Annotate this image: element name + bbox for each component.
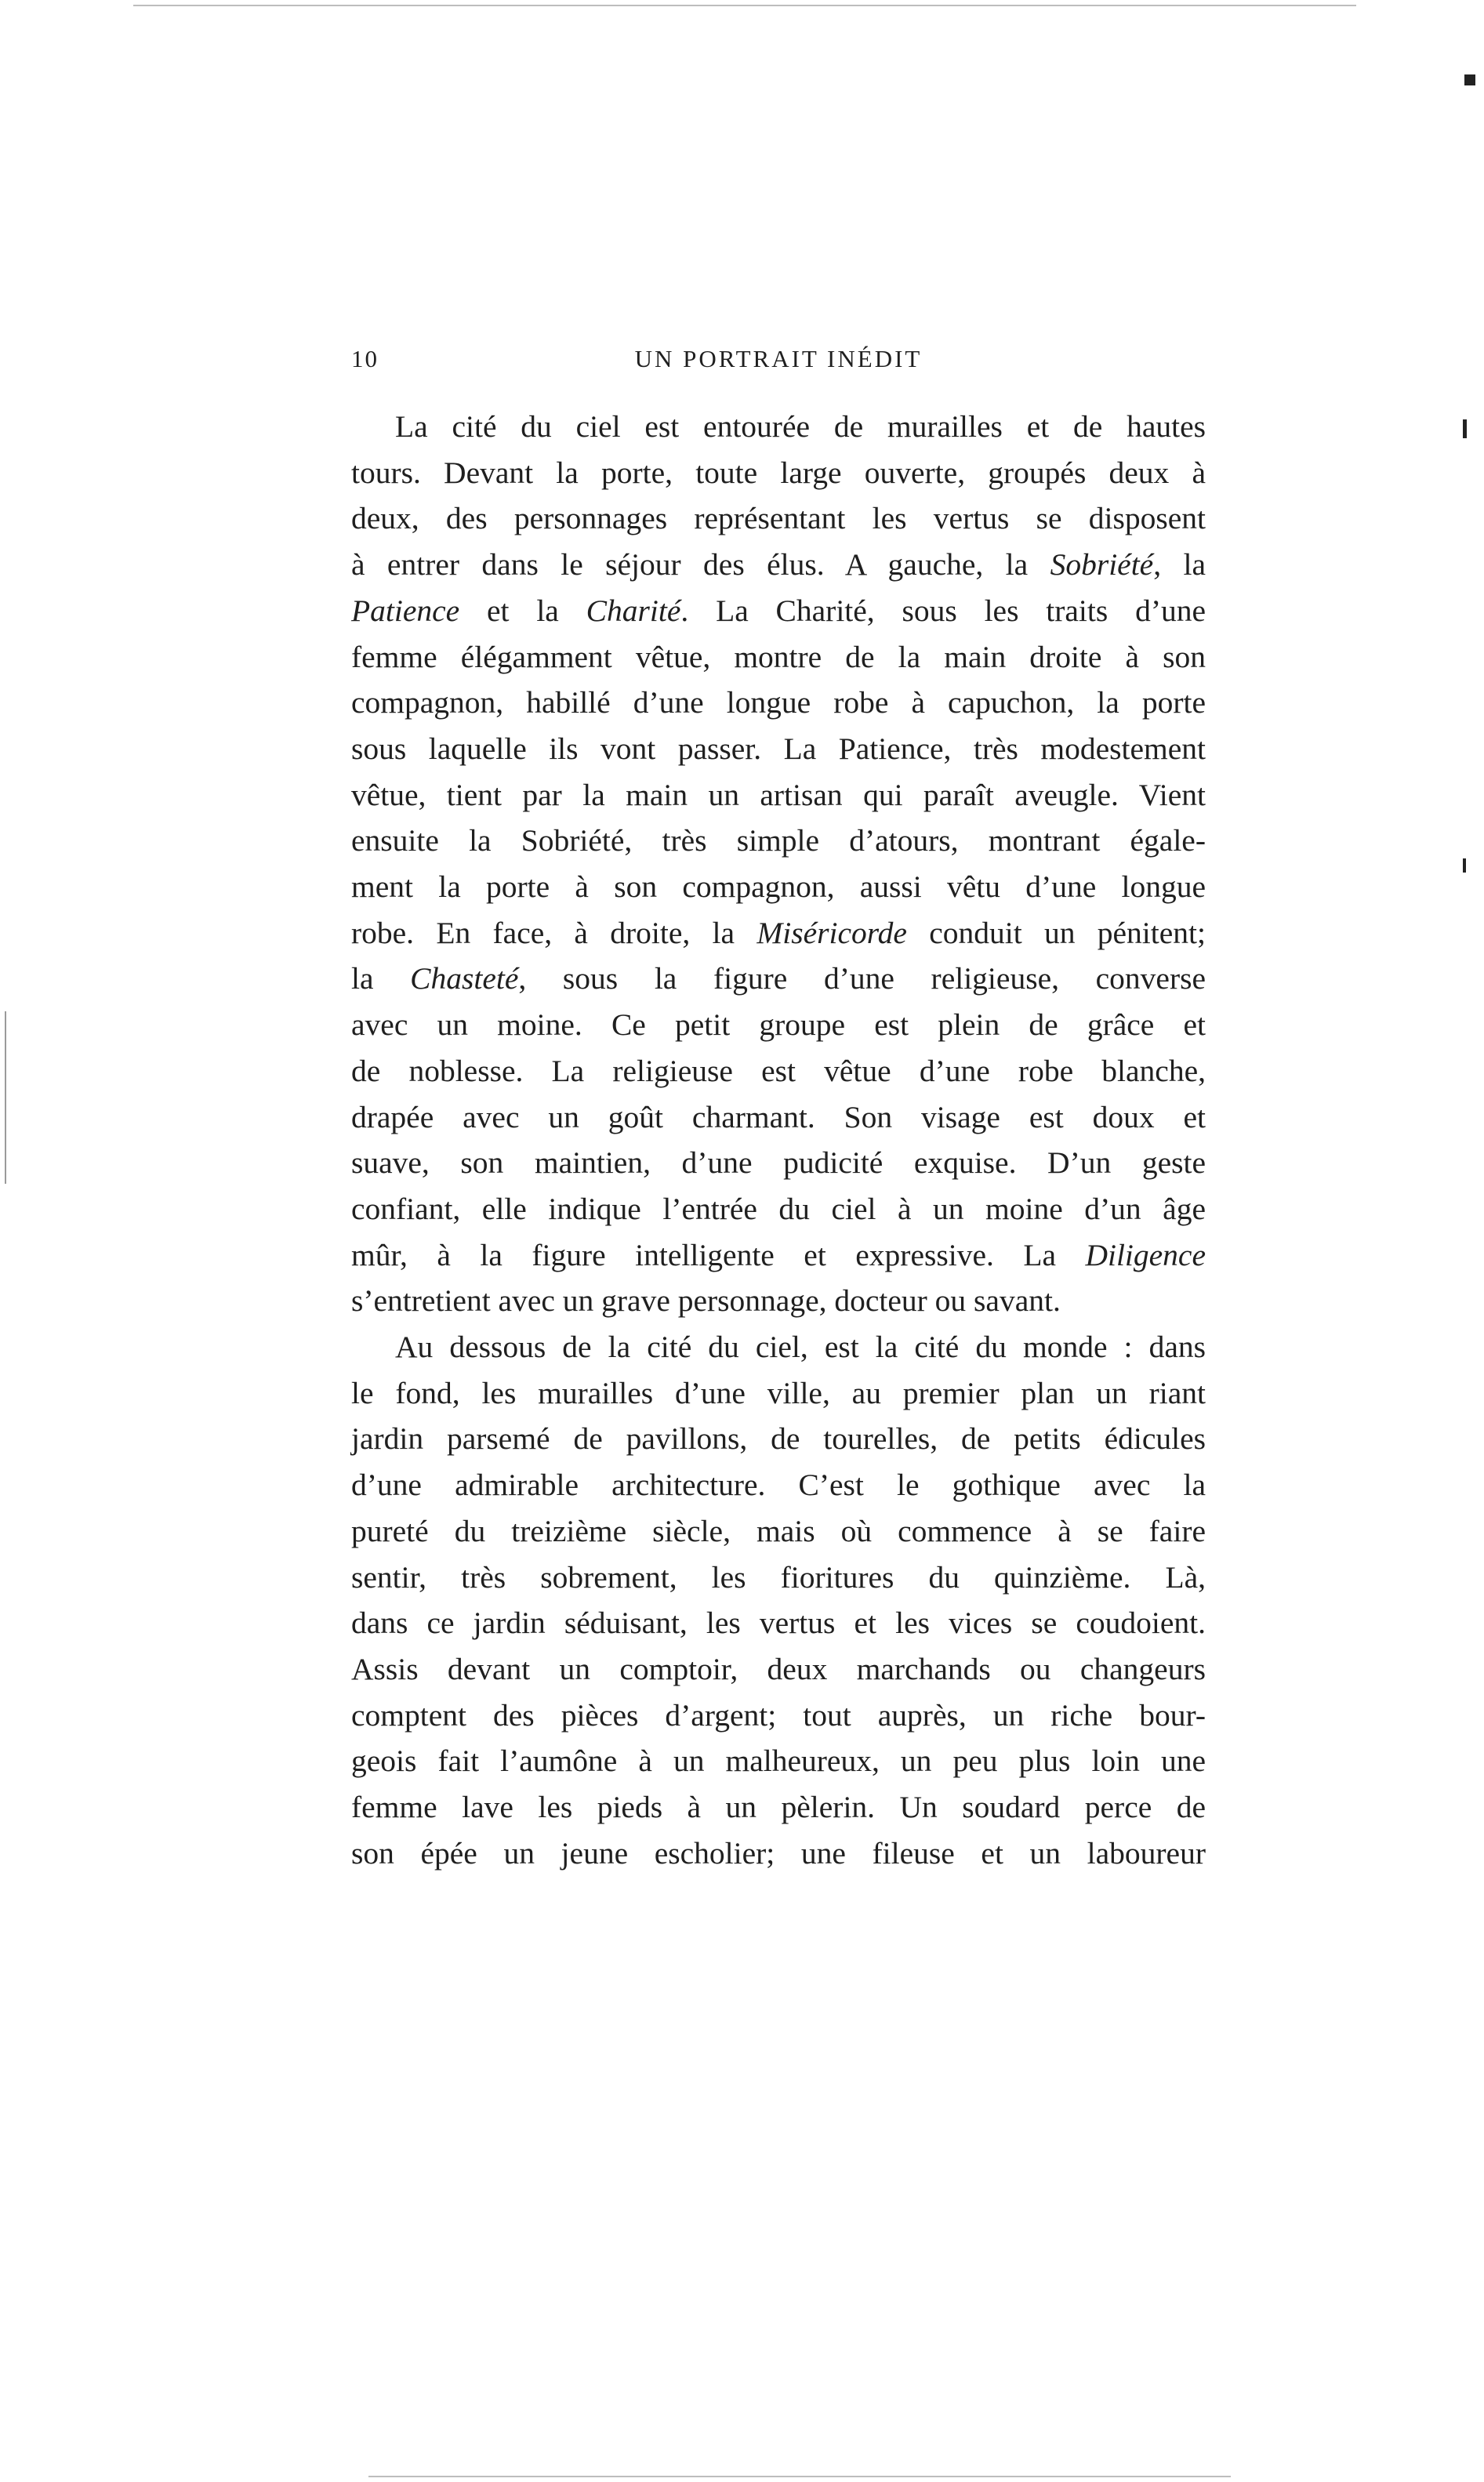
scan-edge-bottom — [368, 2476, 1231, 2477]
text-line — [351, 542, 1206, 588]
text-line — [351, 1186, 1206, 1232]
scan-mark-left — [5, 1011, 6, 1184]
text-run: sous laquelle ils vont passer. La Patience, très modestement — [351, 731, 1206, 766]
text-run: d’une admirable architecture. C’est le gothique avec la — [351, 1468, 1206, 1503]
text-run: pureté du treizième siècle, mais où commence à se faire — [351, 1513, 1206, 1548]
text-line — [351, 1048, 1206, 1094]
text-line — [351, 818, 1206, 864]
text-run: sentir, très sobrement, les fioritures du quinzième. Là, — [351, 1559, 1206, 1595]
italic-term: Charité — [586, 593, 681, 628]
text-run: , la — [1153, 547, 1206, 582]
text-run: le fond, les murailles d’une ville, au premier plan un riant — [351, 1375, 1206, 1410]
text-run: geois fait l’aumône à un malheureux, un peu plus loin une — [351, 1744, 1206, 1779]
italic-term: Patience — [351, 593, 460, 628]
text-line — [351, 1738, 1206, 1784]
italic-term: Chasteté — [410, 961, 519, 996]
text-run: dans ce jardin séduisant, les vertus et les vices se coudoient. — [351, 1606, 1206, 1641]
scan-mark-right-low — [1463, 858, 1466, 873]
text-run: son épée un jeune escholier; une fileuse et un laboureur — [351, 1835, 1206, 1871]
text-run: de noblesse. La religieuse est vêtue d’une robe blanche, — [351, 1053, 1206, 1088]
text-line — [351, 1140, 1206, 1186]
text-run: . La Charité, sous les traits d’une — [680, 593, 1206, 628]
text-run: à entrer dans le séjour des élus. A gauche, la — [351, 547, 1050, 582]
text-line — [351, 588, 1206, 634]
text-line — [351, 1002, 1206, 1048]
text-line — [351, 726, 1206, 772]
text-line — [351, 772, 1206, 818]
text-run: confiant, elle indique l’entrée du ciel à un moine d’un âge — [351, 1191, 1206, 1226]
running-head — [351, 345, 1206, 384]
text-run: compagnon, habillé d’une longue robe à capuchon, la porte — [351, 685, 1206, 720]
text-line — [351, 1508, 1206, 1555]
text-run: La cité du ciel est entourée de murailles et de hautes — [395, 409, 1206, 444]
text-line — [351, 1462, 1206, 1508]
text-line — [351, 450, 1206, 496]
text-line — [351, 1693, 1206, 1739]
text-line — [351, 1784, 1206, 1831]
scan-edge-top — [133, 5, 1356, 6]
text-line — [351, 910, 1206, 956]
running-title: UN PORTRAIT INÉDIT — [634, 345, 923, 372]
text-run: ment la porte à son compagnon, aussi vêtu d’une longue — [351, 869, 1206, 905]
text-run: Assis devant un comptoir, deux marchands ou changeurs — [351, 1651, 1206, 1686]
text-line — [351, 1831, 1206, 1877]
text-line — [351, 1370, 1206, 1417]
text-run: avec un moine. Ce petit groupe est plein de grâce et — [351, 1007, 1206, 1043]
page-number: 10 — [351, 345, 379, 372]
text-line — [351, 1646, 1206, 1693]
text-line — [351, 956, 1206, 1002]
text-line — [351, 495, 1206, 542]
text-line — [351, 404, 1206, 450]
text-run: conduit un pénitent; — [906, 915, 1206, 950]
text-line — [351, 1094, 1206, 1141]
scan-mark-right-top — [1464, 74, 1475, 85]
text-run: robe. En face, à droite, la — [351, 915, 757, 950]
text-line — [351, 634, 1206, 680]
text-line — [351, 1416, 1206, 1462]
paragraph — [351, 404, 1206, 1324]
text-run: drapée avec un goût charmant. Son visage est doux et — [351, 1099, 1206, 1134]
text-run: et la — [459, 593, 586, 628]
text-run: ensuite la Sobriété, très simple d’atours, montrant égale- — [351, 823, 1206, 858]
text-line — [351, 680, 1206, 726]
text-line — [351, 1324, 1206, 1370]
text-run: femme lave les pieds à un pèlerin. Un soudard perce de — [351, 1790, 1206, 1825]
text-run: deux, des personnages représentant les vertus se disposent — [351, 501, 1206, 536]
text-line — [351, 864, 1206, 910]
italic-term: Diligence — [1085, 1237, 1206, 1272]
scan-mark-right-mid — [1463, 419, 1467, 438]
body-text — [351, 404, 1206, 1877]
text-run: suave, son maintien, d’une pudicité exquise. D’un geste — [351, 1145, 1206, 1181]
italic-term: Sobriété — [1050, 547, 1154, 582]
paragraph — [351, 1324, 1206, 1876]
text-line — [351, 1600, 1206, 1646]
text-line — [351, 1278, 1206, 1324]
text-run: mûr, à la figure intelligente et expressive. La — [351, 1237, 1086, 1272]
text-line — [351, 1232, 1206, 1279]
text-run: la — [351, 961, 411, 996]
text-run: femme élégamment vêtue, montre de la main droite à son — [351, 639, 1206, 674]
text-run: Au dessous de la cité du ciel, est la cité du monde : dans — [395, 1330, 1206, 1365]
italic-term: Miséricorde — [757, 915, 907, 950]
text-run: vêtue, tient par la main un artisan qui paraît aveugle. Vient — [351, 777, 1206, 812]
text-run: s’entretient avec un grave personnage, docteur ou savant. — [351, 1283, 1061, 1319]
text-run: comptent des pièces d’argent; tout auprès, un riche bour- — [351, 1697, 1206, 1733]
text-line — [351, 1555, 1206, 1601]
text-run: , sous la figure d’une religieuse, converse — [518, 961, 1206, 996]
text-run: jardin parsemé de pavillons, de tourelles, de petits édicules — [351, 1421, 1206, 1457]
text-run: tours. Devant la porte, toute large ouverte, groupés deux à — [351, 455, 1206, 490]
